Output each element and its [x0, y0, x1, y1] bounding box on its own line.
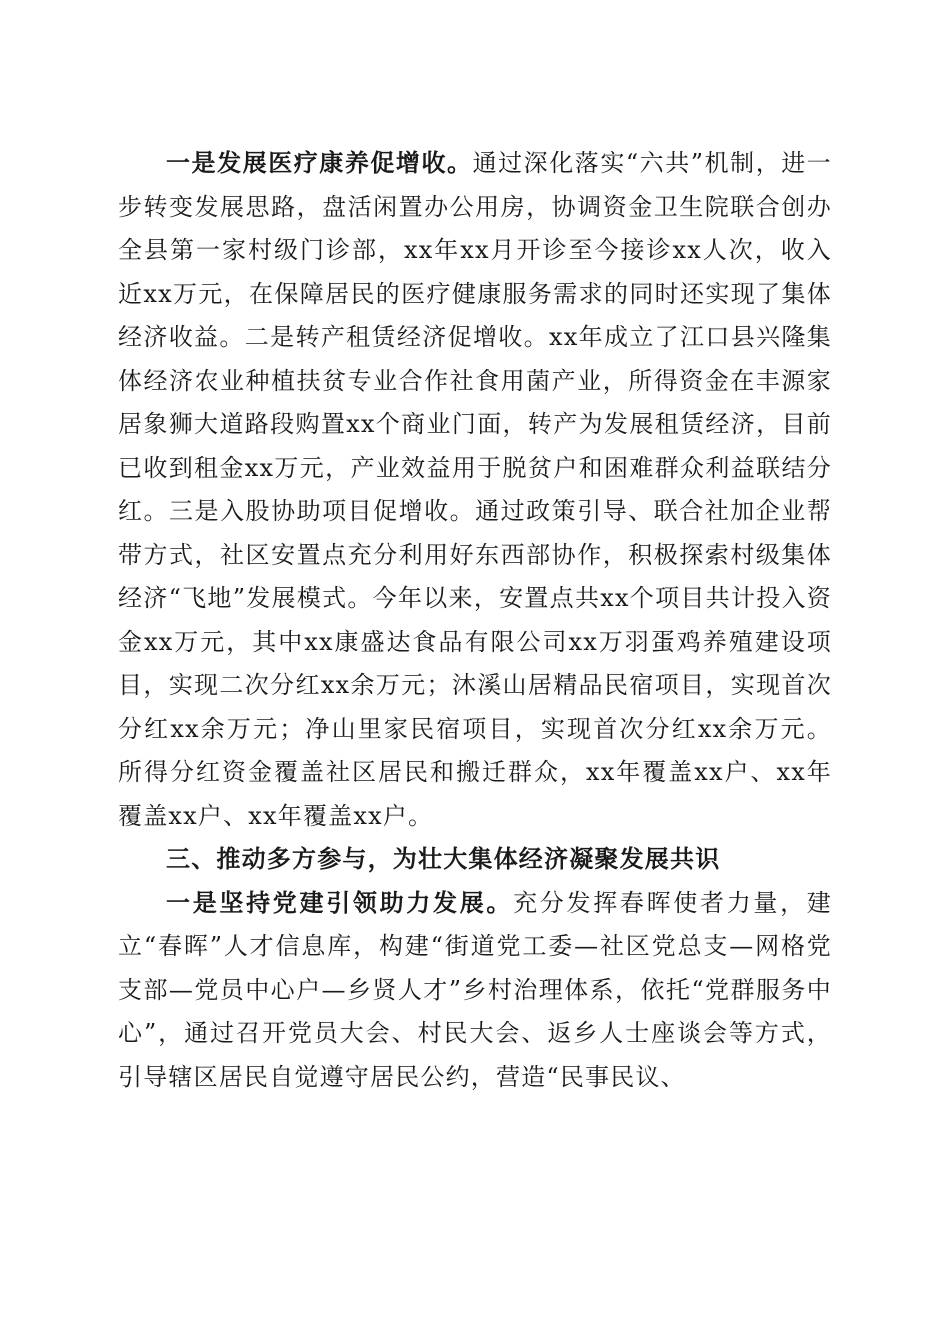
- paragraph-collective-income: [118, 142, 832, 838]
- paragraph-lead: 一是发展医疗康养促增收。: [166, 149, 473, 177]
- paragraph-body: 充分发挥春晖使者力量，建立“春晖”人才信息库，构建“街道党工委—社区党总支—网格党支部—党员中心户—乡贤人才”乡村治理体系，依托“党群服务中心”，通过召开党员大会、村民大会、返乡人士座谈会等方式，引导辖区居民自觉遵守居民公约，营造“民事民议、: [118, 888, 832, 1091]
- paragraph-party-building: [118, 882, 832, 1100]
- paragraph-body: 通过深化落实“六共”机制，进一步转变发展思路，盘活闲置办公用房，协调资金卫生院联合创办全县第一家村级门诊部，xx年xx月开诊至今接诊xx人次，收入近xx万元，在保障居民的医疗健康服务需求的同时还实现了集体经济收益。二是转产租赁经济促增收。xx年成立了江口县兴隆集体经济农业种植扶贫专业合作社食用菌产业，所得资金在丰源家居象狮大道路段购置xx个商业门面，转产为发展租赁经济，目前已收到租金xx万元，产业效益用于脱贫户和困难群众利益联结分红。三是入股协助项目促增收。通过政策引导、联合社加企业帮带方式，社区安置点充分利用好东西部协作，积极探索村级集体经济“飞地”发展模式。今年以来，安置点共xx个项目共计投入资金xx万元，其中xx康盛达食品有限公司xx万羽蛋鸡养殖建设项目，实现二次分红xx余万元；沐溪山居精品民宿项目，实现首次分红xx余万元；净山里家民宿项目，实现首次分红xx余万元。所得分红资金覆盖社区居民和搬迁群众，xx年覆盖xx户、xx年覆盖xx户、xx年覆盖xx户。: [118, 149, 832, 830]
- paragraph-lead: 一是坚持党建引领助力发展。: [166, 888, 514, 917]
- section-heading: 三、推动多方参与，为壮大集体经济凝聚发展共识: [166, 845, 721, 873]
- document-page: [118, 142, 832, 1099]
